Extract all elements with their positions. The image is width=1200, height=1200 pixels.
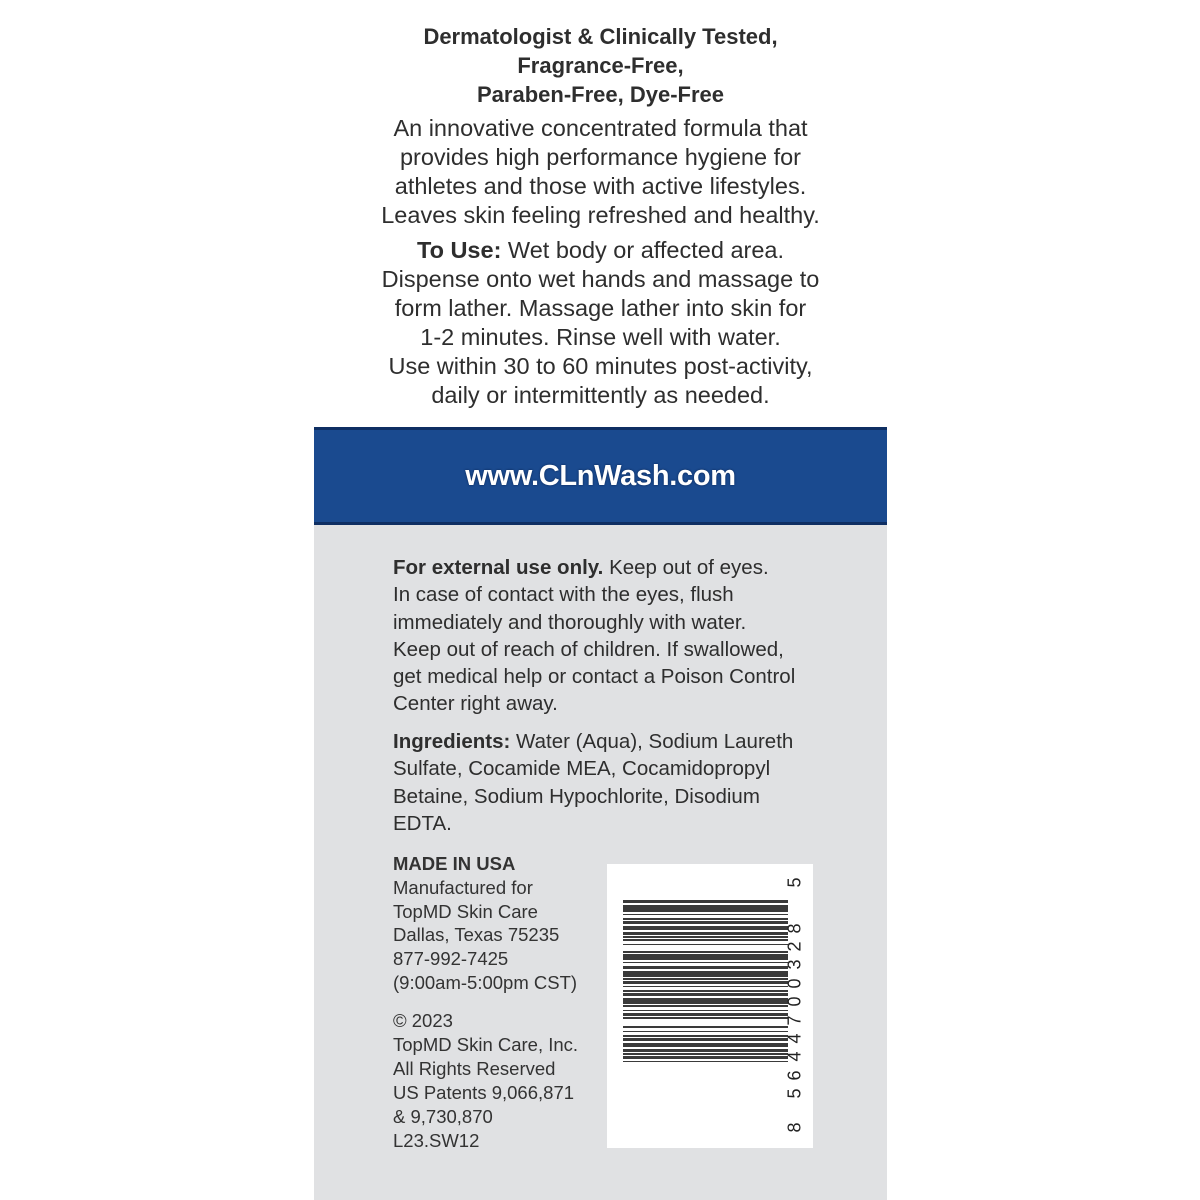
usage-line: Dispense onto wet hands and massage to [381, 266, 820, 292]
description-line: Leaves skin feeling refreshed and healthy. [381, 202, 820, 228]
barcode-digit: 0 [784, 996, 805, 1007]
website-band [314, 427, 887, 525]
barcode-digit: 7 [784, 1015, 805, 1026]
usage-line [314, 236, 887, 265]
barcode-bar [623, 1043, 788, 1048]
barcode-digit: 8 [784, 923, 805, 934]
product-claims [314, 22, 887, 109]
ingredients-line [393, 728, 833, 755]
barcode [607, 864, 813, 1148]
barcode-bar [623, 1010, 788, 1012]
barcode-digit: 2 [784, 941, 805, 952]
usage-line: Use within 30 to 60 minutes post-activity, [388, 353, 813, 379]
barcode-bar [623, 932, 788, 935]
ingredients-rest: Water (Aqua), Sodium Laureth [510, 730, 794, 753]
phone-number: 877-992-7425 [393, 948, 509, 970]
warning-line: get medical help or contact a Poison Control [393, 665, 796, 689]
barcode-bar [623, 981, 788, 984]
warning-text-rest: Keep out of eyes. [603, 556, 769, 579]
barcode-bar [623, 921, 788, 924]
barcode-digit: 3 [784, 959, 805, 970]
barcode-bar [623, 905, 788, 913]
manufacturer-line: TopMD Skin Care [393, 900, 538, 922]
barcode-bar [623, 939, 788, 941]
warning-line: Center right away. [393, 692, 558, 716]
barcode-bar [623, 998, 788, 1004]
copyright-line: TopMD Skin Care, Inc. [393, 1034, 579, 1055]
lot-code: L23.SW12 [393, 1130, 480, 1151]
copyright-line: All Rights Reserved [393, 1058, 556, 1079]
description-line: An innovative concentrated formula that [393, 115, 808, 141]
barcode-digit: 5 [784, 877, 805, 888]
ingredients-text [393, 728, 833, 837]
barcode-digit: 8 [784, 1122, 805, 1133]
patent-line: & 9,730,870 [393, 1106, 493, 1127]
manufacturer-line: Manufactured for [393, 876, 533, 898]
barcode-digits [783, 864, 807, 1148]
usage-label: To Use: [416, 237, 502, 263]
barcode-digit: 0 [784, 978, 805, 989]
barcode-bar [623, 1031, 788, 1033]
barcode-bar [623, 1049, 788, 1052]
warning-line [393, 554, 833, 581]
barcode-bar [623, 1038, 788, 1041]
barcode-bar [623, 1061, 788, 1063]
barcode-bar [623, 978, 788, 980]
barcode-bar [623, 954, 788, 960]
barcode-bars [623, 900, 793, 1115]
warning-text [393, 554, 833, 718]
barcode-bar [623, 1053, 788, 1055]
warning-label: For external use only. [393, 556, 604, 579]
usage-text: Wet body or affected area. [501, 237, 785, 263]
manufacturer-info [393, 852, 613, 995]
copyright-info [393, 1009, 613, 1153]
barcode-bar [623, 944, 788, 946]
warning-line: Keep out of reach of children. If swallowed, [393, 637, 784, 661]
barcode-digit: 6 [784, 1070, 805, 1081]
ingredients-line: Sulfate, Cocamide MEA, Cocamidopropyl [393, 757, 771, 781]
product-description [314, 114, 887, 230]
ingredients-line: EDTA. [393, 811, 452, 835]
barcode-bar [623, 1056, 788, 1059]
barcode-bar [623, 966, 788, 969]
made-in-heading: MADE IN USA [393, 853, 516, 874]
ingredients-line: Betaine, Sodium Hypochlorite, Disodium [393, 784, 760, 808]
top-section [314, 0, 887, 427]
barcode-bar [623, 900, 788, 903]
barcode-bar [623, 971, 788, 977]
support-hours: (9:00am-5:00pm CST) [393, 971, 578, 993]
barcode-bar [623, 993, 788, 996]
ingredients-label: Ingredients: [393, 730, 511, 753]
warning-line: immediately and thoroughly with water. [393, 610, 747, 634]
barcode-digit: 4 [784, 1033, 805, 1044]
copyright-line: © 2023 [393, 1010, 453, 1031]
product-label-panel [314, 0, 887, 1200]
barcode-bar [623, 1017, 788, 1019]
barcode-bar [623, 1035, 788, 1037]
barcode-bar [623, 926, 788, 931]
website-url: www.CLnWash.com [465, 459, 736, 492]
barcode-digit: 5 [784, 1088, 805, 1099]
barcode-bar [623, 936, 788, 938]
manufacturer-line: Dallas, Texas 75235 [393, 924, 560, 946]
barcode-digit: 4 [784, 1051, 805, 1062]
claim-line: Paraben-Free, Dye-Free [477, 82, 724, 107]
barcode-bar [623, 962, 788, 964]
usage-directions [314, 236, 887, 410]
description-line: provides high performance hygiene for [399, 144, 802, 170]
bottom-section [314, 525, 887, 1200]
barcode-bar [623, 990, 788, 992]
barcode-bar [623, 951, 788, 953]
usage-line: form lather. Massage lather into skin for [394, 295, 807, 321]
description-line: athletes and those with active lifestyles. [394, 173, 807, 199]
usage-line: daily or intermittently as needed. [431, 382, 770, 408]
barcode-bar [623, 918, 788, 920]
barcode-bar [623, 1026, 788, 1028]
claim-line: Dermatologist & Clinically Tested, [423, 24, 778, 49]
barcode-bar [623, 914, 788, 916]
barcode-bar [623, 1013, 788, 1016]
usage-line: 1-2 minutes. Rinse well with water. [420, 324, 781, 350]
patent-line: US Patents 9,066,871 [393, 1082, 575, 1103]
warning-line: In case of contact with the eyes, flush [393, 583, 734, 607]
barcode-bar [623, 986, 788, 988]
barcode-bar [623, 1005, 788, 1007]
claim-line: Fragrance-Free, [517, 53, 684, 78]
